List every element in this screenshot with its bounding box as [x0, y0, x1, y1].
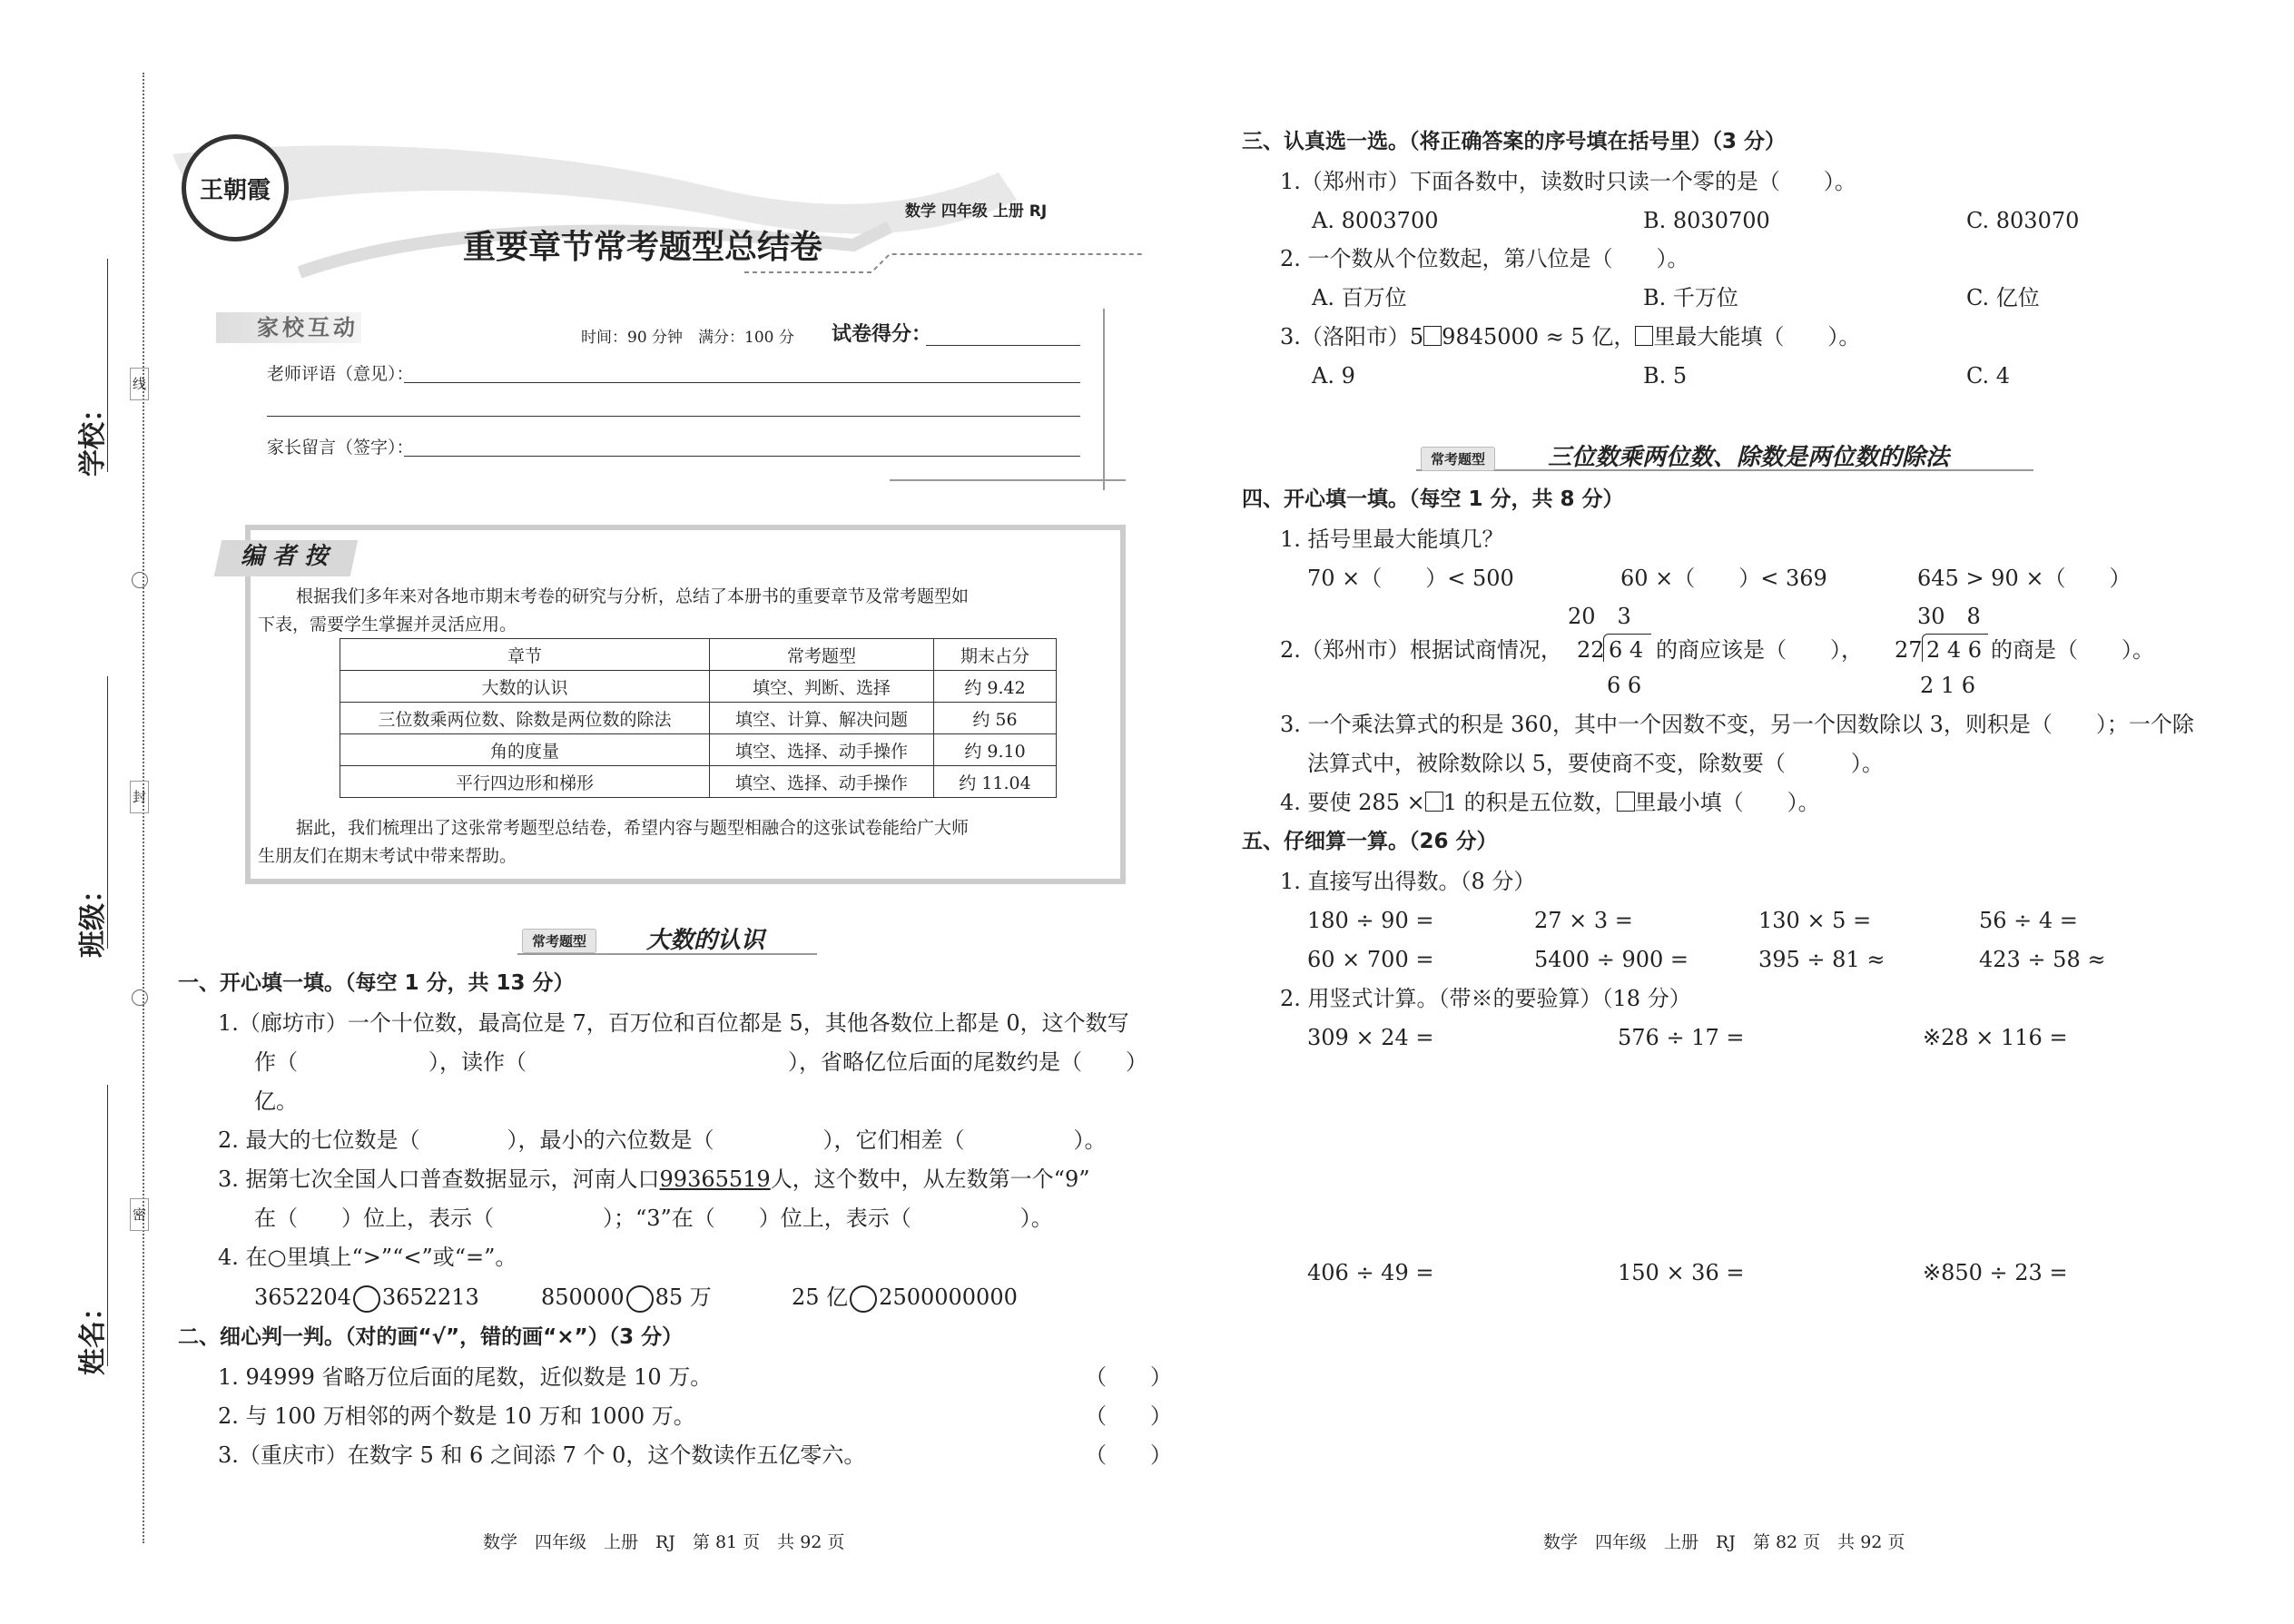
table-row	[340, 703, 1057, 734]
section-b-title: 三位数乘两位数、除数是两位数的除法	[1548, 444, 1950, 471]
binding-hole-2	[132, 989, 148, 1006]
class-label: 班级：	[77, 876, 109, 958]
q3-item-2-option-c: C. 亿位	[1966, 285, 2040, 310]
table-cell: 填空、选择、动手操作	[710, 734, 934, 766]
logo-text: 王朝霞	[199, 176, 271, 204]
editor-note-heading: 编 者 按	[241, 543, 329, 570]
compare-circle-2[interactable]	[626, 1285, 654, 1313]
chapter-table	[340, 638, 1057, 798]
q4-item-4-post: 里最小填（ ）。	[1634, 790, 1820, 815]
q3-item-1: 1.（郑州市）下面各数中，读数时只读一个零的是（ ）。	[1280, 169, 1856, 194]
q1-item-2: 2. 最大的七位数是（ ），最小的六位数是（ ），它们相差（ ）。	[218, 1127, 1107, 1153]
q3-item-3-mid: 9845000 ≈ 5 亿，	[1442, 324, 1636, 349]
table-cell: 约 11.04	[934, 766, 1057, 798]
home-school-label: 家校互动	[257, 315, 359, 340]
teacher-comment-line-1[interactable]	[404, 382, 1080, 383]
q4-item-1: 1. 括号里最大能填几？	[1280, 527, 1504, 552]
table-cell: 大数的认识	[340, 671, 710, 703]
q1-item-3b: 在（ ）位上，表示（ ）；“3”在（ ）位上，表示（ ）。	[254, 1206, 1053, 1231]
vertical-calc-1: 309 × 24 =	[1307, 1025, 1434, 1050]
q4-item-3b: 法算式中，被除数除以 5，要使商不变，除数要（ ）。	[1307, 751, 1884, 776]
table-cell: 约 9.10	[934, 734, 1057, 766]
calc-1-2: 27 × 3 =	[1534, 908, 1633, 933]
division-1-divisor: 22	[1577, 637, 1605, 663]
table-cell: 填空、判断、选择	[710, 671, 934, 703]
score-label: 试卷得分：	[832, 323, 932, 346]
school-line	[107, 259, 108, 472]
q4-expr-2: 60 ×（ ）< 369	[1620, 566, 1827, 591]
q1-item-1c: 亿。	[254, 1088, 298, 1114]
table-cell: 填空、选择、动手操作	[710, 766, 934, 798]
q3-item-2-option-a: A. 百万位	[1312, 285, 1407, 310]
footer-left: 数学 四年级 上册 RJ 第 81 页 共 92 页	[483, 1532, 845, 1552]
table-cell: 三位数乘两位数、除数是两位数的除法	[340, 703, 710, 734]
editor-para-2: 据此，我们梳理出了这张常考题型总结卷，希望内容与题型相融合的这张试卷能给广大师	[296, 818, 970, 838]
q3-item-3-post: 里最大能填（ ）。	[1653, 324, 1861, 349]
table-row	[340, 734, 1057, 766]
section-a-tag: 常考题型	[522, 929, 596, 953]
compare-3-right: 2500000000	[879, 1284, 1018, 1310]
q4-item-2-pre: 2.（郑州市）根据试商情况，	[1280, 637, 1562, 663]
editor-para-2b: 生朋友们在期末考试中带来帮助。	[258, 846, 517, 866]
vertical-calc-3: ※28 × 116 =	[1923, 1025, 2068, 1050]
q1-item-4: 4. 在○里填上“>”“<”或“=”。	[218, 1245, 517, 1270]
q3-item-3-pre: 3.（洛阳市）5	[1280, 324, 1424, 349]
q3-item-3-option-c: C. 4	[1966, 363, 2011, 389]
q3-item-2-option-b: B. 千万位	[1643, 285, 1738, 310]
q3-item-1-option-b: B. 8030700	[1643, 208, 1770, 233]
vertical-calc-6: ※850 ÷ 23 =	[1923, 1260, 2068, 1285]
q3-item-3-option-a: A. 9	[1312, 363, 1355, 389]
table-cell: 填空、计算、解决问题	[710, 703, 934, 734]
compare-3	[792, 1284, 1018, 1313]
compare-3-left: 25 亿	[792, 1284, 849, 1310]
q4-item-2-post: 的商是（ ）。	[1991, 637, 2154, 663]
q1-item-1b: 作（ ），读作（ ），省略亿位后面的尾数约是（ ）	[254, 1049, 1147, 1075]
binding-hole-1	[132, 572, 148, 588]
q1-heading: 一、开心填一填。（每空 1 分，共 13 分）	[178, 971, 575, 995]
division-1-dividend: 6 4	[1609, 637, 1644, 663]
score-field[interactable]	[926, 345, 1080, 346]
division-2-dividend: 2 4 6	[1926, 637, 1983, 663]
seal-char-3: 密	[130, 1198, 149, 1231]
q2-item-3: 3.（重庆市）在数字 5 和 6 之间添 7 个 0，这个数读作五亿零六。	[218, 1442, 866, 1468]
time-info: 时间：90 分钟 满分：100 分	[581, 329, 794, 347]
compare-2-left: 850000	[541, 1284, 625, 1310]
calc-1-4: 56 ÷ 4 =	[1979, 908, 2078, 933]
compare-circle-1[interactable]	[353, 1285, 380, 1313]
calc-2-2: 5400 ÷ 900 =	[1534, 947, 1689, 972]
parent-comment-label: 家长留言（签字）：	[267, 438, 414, 458]
seal-char-1: 线	[130, 368, 149, 400]
table-row	[340, 671, 1057, 703]
table-cell: 角的度量	[340, 734, 710, 766]
q3-item-3-option-b: B. 5	[1643, 363, 1688, 389]
q2-answer-paren-3[interactable]: （ ）	[1085, 1442, 1172, 1468]
parent-comment-line[interactable]	[404, 456, 1080, 457]
table-cell: 约 56	[934, 703, 1057, 734]
division-2-subtract: 2 1 6	[1920, 673, 1976, 698]
blank-box	[1617, 792, 1635, 812]
compare-2	[541, 1284, 712, 1313]
calc-2-4: 423 ÷ 58 ≈	[1979, 947, 2106, 972]
q2-item-1: 1. 94999 省略万位后面的尾数，近似数是 10 万。	[218, 1364, 713, 1390]
brand-logo	[182, 134, 289, 241]
name-label: 姓名：	[77, 1294, 109, 1375]
q3-item-3	[1280, 323, 1860, 350]
vertical-calc-4: 406 ÷ 49 =	[1307, 1260, 1434, 1285]
blank-box[interactable]	[1423, 326, 1442, 346]
compare-1	[254, 1284, 479, 1313]
q1-item-3a-number: 99365519	[659, 1166, 771, 1192]
calc-1-1: 180 ÷ 90 =	[1307, 908, 1434, 933]
section-a-title: 大数的认识	[646, 927, 765, 954]
book-badge: 数学 四年级 上册 RJ	[905, 202, 1048, 221]
header-frame-bottom	[890, 479, 1126, 481]
blank-box[interactable]	[1425, 792, 1443, 812]
division-2-quotient: 30 8	[1917, 604, 1981, 629]
q4-item-2-mid: 的商应该是（ ），	[1656, 637, 1863, 663]
calc-1-3: 130 × 5 =	[1758, 908, 1872, 933]
table-cell: 平行四边形和梯形	[340, 766, 710, 798]
division-2-divisor: 27	[1895, 637, 1923, 663]
q4-item-3a: 3. 一个乘法算式的积是 360，其中一个因数不变，另一个因数除以 3，则积是（ ）；一个除	[1280, 712, 2194, 737]
q3-item-1-option-c: C. 803070	[1966, 208, 2080, 233]
blank-box	[1635, 326, 1653, 346]
compare-2-right: 85 万	[655, 1284, 712, 1310]
q4-heading: 四、开心填一填。（每空 1 分，共 8 分）	[1242, 487, 1624, 511]
q4-item-4	[1280, 789, 1820, 816]
table-header-cell: 常考题型	[710, 639, 934, 671]
q4-item-4-mid: 1 的积是五位数，	[1442, 790, 1617, 815]
name-line	[107, 1085, 108, 1366]
q2-answer-paren-2[interactable]: （ ）	[1085, 1403, 1172, 1429]
table-header-cell: 期末占分	[934, 639, 1057, 671]
compare-1-right: 3652213	[381, 1284, 479, 1310]
compare-1-left: 3652204	[254, 1284, 351, 1310]
q3-item-2: 2. 一个数从个位数起，第八位是（ ）。	[1280, 246, 1689, 271]
seal-char-2: 封	[130, 781, 149, 813]
division-1-quotient: 20 3	[1568, 604, 1631, 629]
footer-right: 数学 四年级 上册 RJ 第 82 页 共 92 页	[1543, 1532, 1905, 1552]
header-frame-right	[1103, 309, 1105, 490]
school-label: 学校：	[77, 395, 109, 477]
q5-heading: 五、仔细算一算。（26 分）	[1242, 830, 1498, 853]
compare-circle-3[interactable]	[850, 1285, 877, 1313]
class-line	[107, 676, 108, 949]
q3-item-1-option-a: A. 8003700	[1312, 208, 1439, 233]
q1-item-3a-pre: 3. 据第七次全国人口普查数据显示，河南人口	[218, 1166, 660, 1192]
calc-2-1: 60 × 700 =	[1307, 947, 1434, 972]
q3-heading: 三、认真选一选。（将正确答案的序号填在括号里）（3 分）	[1242, 130, 1787, 153]
q5-item-2: 2. 用竖式计算。（带※的要验算）（18 分）	[1280, 986, 1691, 1011]
table-row	[340, 766, 1057, 798]
page-title: 重要章节常考题型总结卷	[463, 228, 823, 266]
q1-item-3a	[218, 1166, 1090, 1193]
table-header-cell: 章节	[340, 639, 710, 671]
editor-para-1b: 下表，需要学生掌握并灵活应用。	[258, 615, 517, 635]
section-b-tag: 常考题型	[1421, 447, 1495, 471]
q2-item-2: 2. 与 100 万相邻的两个数是 10 万和 1000 万。	[218, 1403, 695, 1429]
vertical-calc-2: 576 ÷ 17 =	[1618, 1025, 1745, 1050]
calc-2-3: 395 ÷ 81 ≈	[1758, 947, 1885, 972]
q4-expr-1: 70 ×（ ）< 500	[1307, 566, 1514, 591]
q2-answer-paren-1[interactable]: （ ）	[1085, 1364, 1172, 1390]
q2-heading: 二、细心判一判。（对的画“√”，错的画“×”）（3 分）	[178, 1325, 684, 1349]
q1-item-1a: 1.（廊坊市）一个十位数，最高位是 7，百万位和百位都是 5，其他各数位上都是 0，这个数写	[218, 1010, 1129, 1036]
q1-item-3a-post: 人，这个数中，从左数第一个“9”	[770, 1166, 1090, 1192]
table-header-row	[340, 639, 1057, 671]
teacher-comment-line-2[interactable]	[267, 416, 1080, 417]
vertical-calc-5: 150 × 36 =	[1618, 1260, 1745, 1285]
q4-item-4-pre: 4. 要使 285 ×	[1280, 790, 1425, 815]
editor-para-1: 根据我们多年来对各地市期末考卷的研究与分析，总结了本册书的重要章节及常考题型如	[296, 586, 970, 606]
q4-expr-3: 645 > 90 ×（ ）	[1917, 566, 2132, 591]
table-cell: 约 9.42	[934, 671, 1057, 703]
q5-item-1: 1. 直接写出得数。（8 分）	[1280, 869, 1536, 894]
teacher-comment-label: 老师评语（意见）：	[267, 364, 414, 384]
division-1-subtract: 6 6	[1607, 673, 1642, 698]
